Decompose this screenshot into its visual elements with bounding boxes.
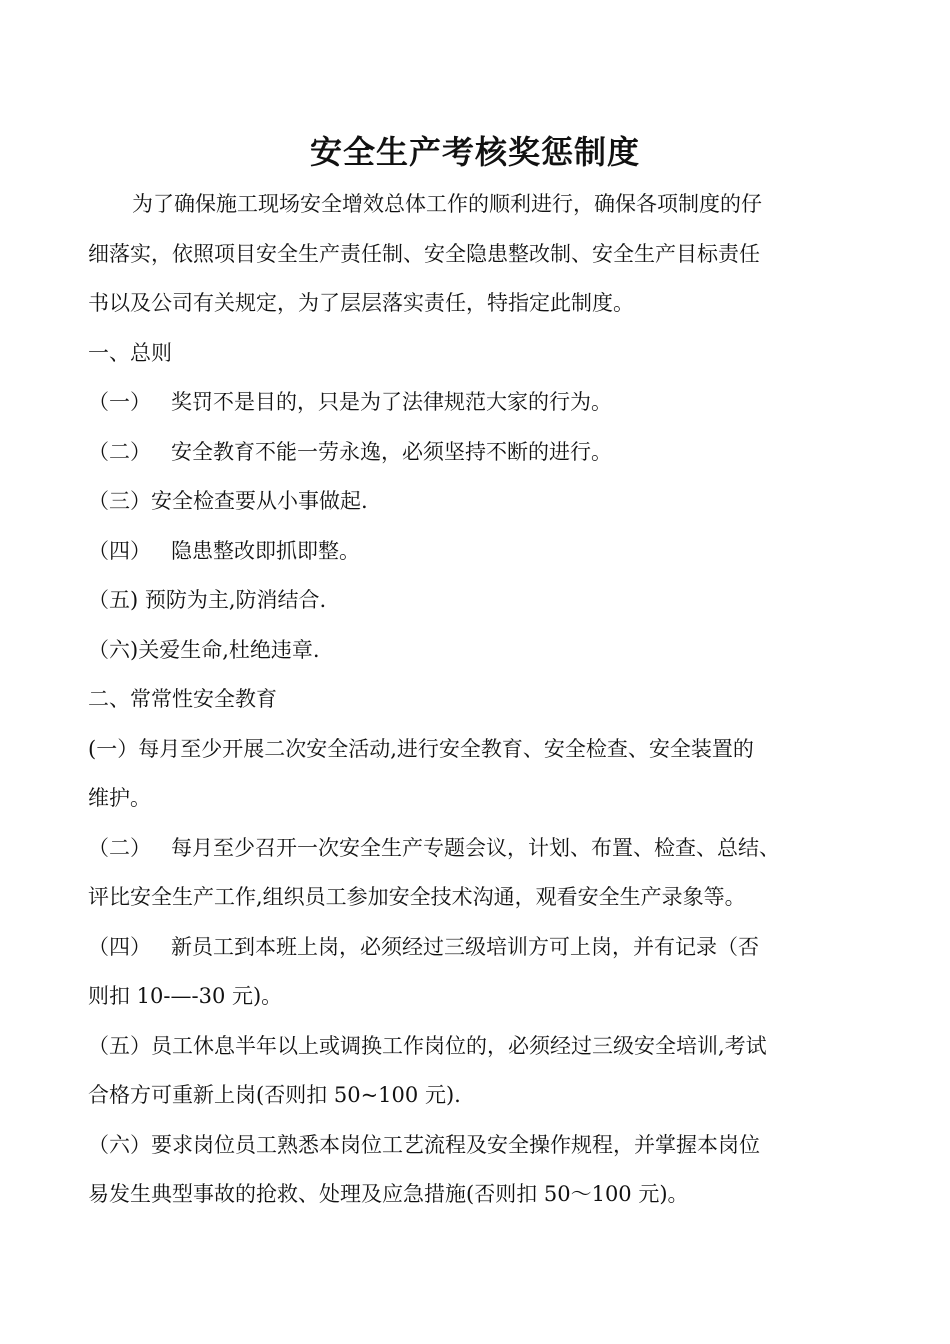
item-text: 预防为主,防消结合. xyxy=(138,588,327,612)
education-item-3-line-1 xyxy=(88,923,868,973)
intro-line-1: 为了确保施工现场安全增效总体工作的顺利进行，确保各项制度的仔 xyxy=(132,192,762,216)
item-text: 关爱生命,杜绝违章. xyxy=(138,637,320,662)
general-item-1 xyxy=(88,378,868,428)
item-number: （三） xyxy=(88,489,151,513)
education-item-2-line-2: 评比安全生产工作,组织员工参加安全技术沟通，观看安全生产录象等。 xyxy=(88,885,746,909)
general-item-3 xyxy=(88,477,868,527)
education-item-1-line-2: 维护。 xyxy=(88,786,151,810)
education-item-4-line-2: 合格方可重新上岗(否则扣 50~100 元). xyxy=(88,1083,461,1107)
item-number: （六) xyxy=(88,637,139,662)
education-item-5-line-1: （六）要求岗位员工熟悉本岗位工艺流程及安全操作规程，并掌握本岗位 xyxy=(88,1132,760,1157)
item-text: 新员工到本班上岗，必须经过三级培训方可上岗，并有记录（否 xyxy=(171,934,759,959)
item-number: （五) xyxy=(88,588,139,612)
section-heading-education: 二、常常性安全教育 xyxy=(88,687,277,711)
item-number: （一） xyxy=(88,390,151,414)
item-text: 安全检查要从小事做起. xyxy=(151,489,368,513)
item-number: （四） xyxy=(88,538,151,563)
education-item-5-line-2: 易发生典型事故的抢救、处理及应急措施(否则扣 50～100 元)。 xyxy=(88,1182,689,1206)
education-item-4-line-1: （五）员工休息半年以上或调换工作岗位的，必须经过三级安全培训,考试 xyxy=(88,1033,767,1058)
general-item-6 xyxy=(88,626,868,676)
item-text: 安全教育不能一劳永逸，必须坚持不断的进行。 xyxy=(171,439,612,464)
item-number: （二） xyxy=(88,835,151,860)
item-text: 奖罚不是目的，只是为了法律规范大家的行为。 xyxy=(171,390,612,414)
education-item-2-line-1 xyxy=(88,824,868,874)
item-number: （二） xyxy=(88,439,151,464)
general-item-2 xyxy=(88,428,868,478)
intro-line-3: 书以及公司有关规定，为了层层落实责任，特指定此制度。 xyxy=(88,291,634,315)
intro-line-2: 细落实，依照项目安全生产责任制、安全隐患整改制、安全生产目标责任 xyxy=(88,241,760,266)
document-body xyxy=(88,180,868,1220)
general-item-4 xyxy=(88,527,868,577)
education-item-3-line-2: 则扣 10-—-30 元)。 xyxy=(88,984,283,1008)
general-item-5 xyxy=(88,576,868,626)
item-number: （四） xyxy=(88,934,151,959)
section-heading-general: 一、总则 xyxy=(88,340,172,365)
document-title: 安全生产考核奖惩制度 xyxy=(309,133,640,171)
education-item-1-line-1: (一）每月至少开展二次安全活动,进行安全教育、安全检查、安全装置的 xyxy=(88,736,754,761)
item-text: 每月至少召开一次安全生产专题会议，计划、布置、检查、总结、 xyxy=(171,835,780,860)
item-text: 隐患整改即抓即整。 xyxy=(171,538,360,563)
